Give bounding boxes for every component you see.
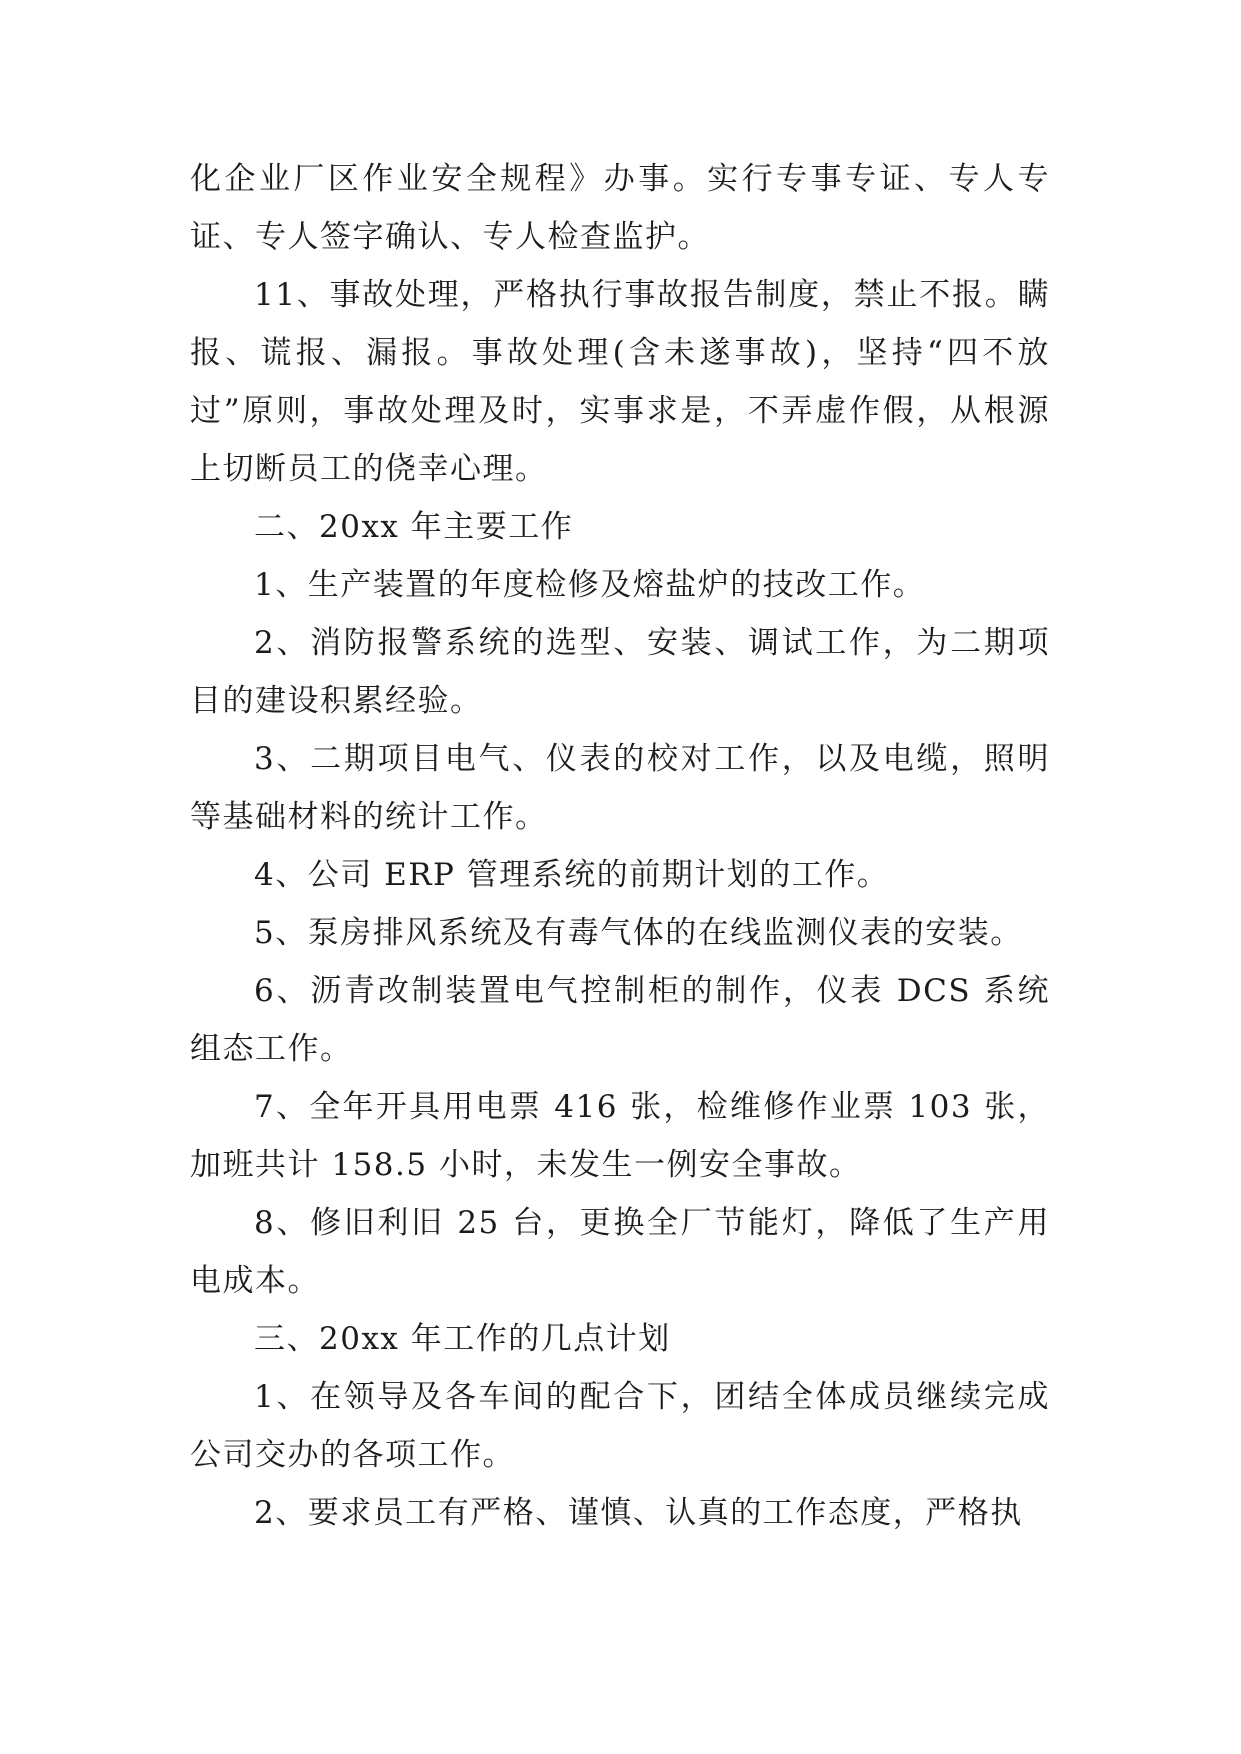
list-item-work-4: 4、公司 ERP 管理系统的前期计划的工作。 bbox=[254, 857, 890, 893]
section-heading-main-work: 二、20xx 年主要工作 bbox=[254, 509, 574, 545]
list-item-work-7: 7、全年开具用电票 416 张，检维修作业票 103 张，加班共计 158.5 小时，未发生一例安全事故。 bbox=[190, 1089, 1050, 1183]
section-heading-plans: 三、20xx 年工作的几点计划 bbox=[254, 1321, 671, 1357]
list-item-work-3: 3、二期项目电气、仪表的校对工作，以及电缆，照明等基础材料的统计工作。 bbox=[190, 741, 1050, 835]
list-item-work-2: 2、消防报警系统的选型、安装、调试工作，为二期项目的建设积累经验。 bbox=[190, 625, 1050, 719]
list-item-work-1: 1、生产装置的年度检修及熔盐炉的技改工作。 bbox=[254, 567, 926, 603]
list-item-plan-2: 2、要求员工有严格、谨慎、认真的工作态度，严格执 bbox=[254, 1495, 1023, 1531]
list-item-work-6: 6、沥青改制装置电气控制柜的制作，仪表 DCS 系统组态工作。 bbox=[190, 973, 1050, 1067]
list-item-plan-1: 1、在领导及各车间的配合下，团结全体成员继续完成公司交办的各项工作。 bbox=[190, 1379, 1050, 1473]
list-item-work-5: 5、泵房排风系统及有毒气体的在线监测仪表的安装。 bbox=[254, 915, 1023, 951]
document-body bbox=[190, 150, 1050, 1542]
paragraph-safety-rules: 化企业厂区作业安全规程》办事。实行专事专证、专人专证、专人签字确认、专人检查监护。 bbox=[190, 161, 1050, 255]
list-item-work-8: 8、修旧利旧 25 台，更换全厂节能灯，降低了生产用电成本。 bbox=[190, 1205, 1050, 1299]
paragraph-accident-handling: 11、事故处理，严格执行事故报告制度，禁止不报。瞒报、谎报、漏报。事故处理(含未遂事故)，坚持“四不放过”原则，事故处理及时，实事求是，不弄虚作假，从根源上切断员工的侥幸心理。 bbox=[190, 277, 1050, 487]
